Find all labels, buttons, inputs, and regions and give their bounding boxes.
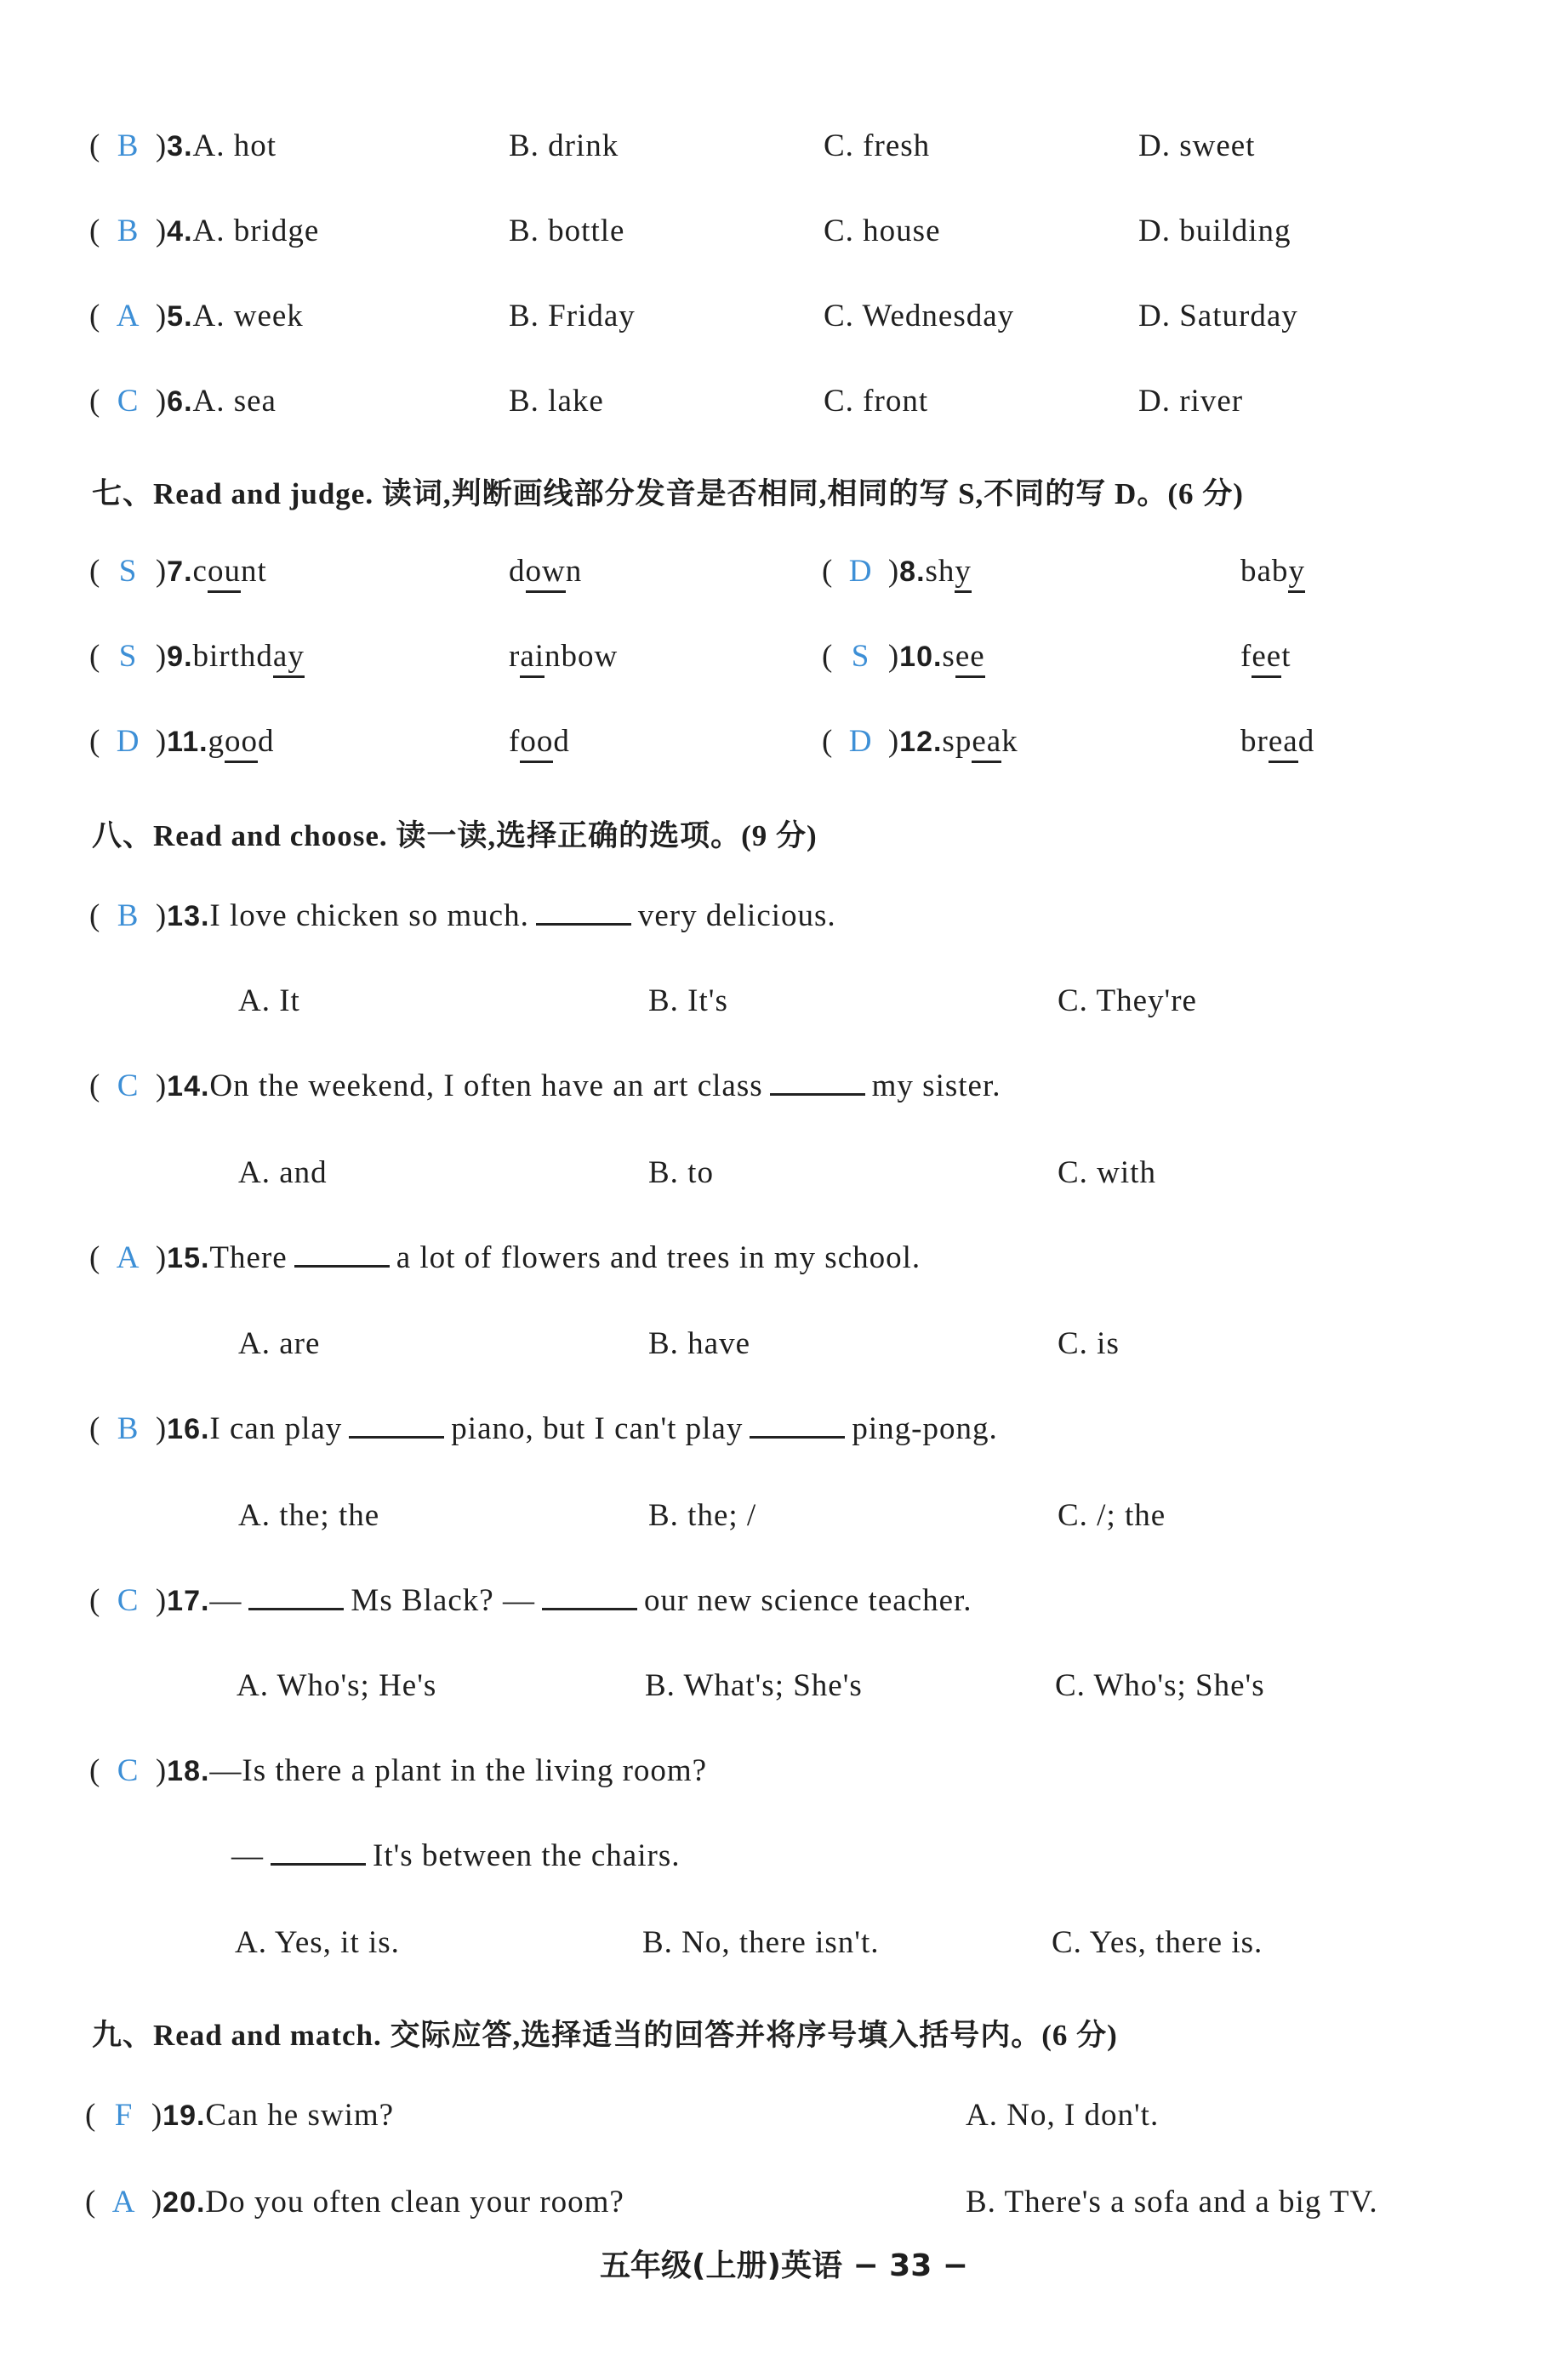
question-text: very delicious. [637,898,836,933]
match-option: A. No, I don't. [966,2098,1160,2133]
answer: S [118,554,138,589]
option-b: B. It's [648,983,728,1018]
section-9-title: 九、Read and match. 交际应答,选择适当的回答并将序号填入括号内。(6 分) [92,2019,1118,2052]
question-row-4: ( B )4.A. bridge B. bottle C. house D. building [89,214,1291,248]
question-text: Can he swim? [205,2098,395,2133]
question-text: Ms Black? — [351,1583,535,1618]
question-number: 8. [899,556,926,588]
option-c: C. front [824,384,929,419]
answer: A [116,299,140,333]
compare-word: baby [1240,553,1305,590]
compare-word: food [509,723,570,760]
option-a: A. week [192,299,304,333]
question-number: 11. [167,726,208,758]
question-text: my sister. [871,1068,1001,1103]
answer-blank [542,1582,637,1610]
question-row-6: ( C )6.A. sea B. lake C. front D. river [89,384,1244,419]
option-c: C. Yes, there is. [1052,1925,1263,1960]
question-number: 12. [899,726,943,758]
option-a: A. hot [192,128,277,163]
compare-word: down [509,553,582,590]
question-number: 19. [163,2100,206,2132]
option-b: B. have [648,1326,751,1361]
answer: C [117,1068,140,1103]
word: shy [926,554,972,593]
answer: B [117,214,140,248]
options-18 [0,1924,1568,1984]
option-c: C. is [1058,1326,1120,1361]
option-b: B. to [648,1155,714,1190]
option-c: C. /; the [1058,1498,1166,1533]
answer: D [848,724,873,759]
word: speak [942,724,1018,763]
question-number: 6. [167,385,193,418]
option-a: A. the; the [238,1498,380,1533]
question-text: a lot of flowers and trees in my school. [396,1240,921,1275]
option-a: A. are [238,1326,321,1361]
question-row-5: ( A )5.A. week B. Friday C. Wednesday D. Saturday [89,299,1298,333]
section-8-title: 八、Read and choose. 读一读,选择正确的选项。(9 分) [92,819,818,852]
question-18-response [0,1838,1568,1897]
answer: C [117,1583,140,1618]
answer: A [111,2185,136,2219]
option-b: B. drink [509,128,619,163]
question-text: I love chicken so much. [209,898,529,933]
option-a: A. Who's; He's [237,1668,437,1703]
question-number: 20. [163,2186,206,2219]
question-16: ( B )16.I can play piano, but I can't play ping-pong. [89,1411,998,1446]
word: good [208,724,275,763]
word: count [193,554,267,593]
option-d: D. building [1138,214,1291,248]
question-text: Do you often clean your room? [205,2185,624,2219]
option-c: C. Wednesday [824,299,1015,333]
option-b: B. What's; She's [645,1668,863,1703]
question-15: ( A )15.There a lot of flowers and trees in my school. [89,1240,921,1275]
answer: S [118,639,138,674]
answer: S [851,639,870,674]
answer-blank [536,897,631,926]
answer-blank [770,1068,865,1096]
options-15 [0,1325,1568,1385]
option-b: B. lake [509,384,604,419]
question-number: 9. [167,641,193,673]
word: see [942,639,984,678]
judge-row-7-8: ( S )7.count down ( D )8.shy baby [0,553,1568,613]
option-c: C. Who's; She's [1055,1668,1265,1703]
question-text: ping-pong. [852,1411,998,1446]
answer-blank [271,1838,366,1866]
question-number: 15. [167,1242,210,1274]
match-row-20: ( A )20.Do you often clean your room? B. There's a sofa and a big TV. [85,2185,1378,2219]
answer-blank [349,1410,444,1439]
answer: F [114,2098,134,2133]
question-text: On the weekend, I often have an art class [209,1068,763,1103]
question-number: 7. [167,556,193,588]
answer-blank [248,1582,344,1610]
option-c: C. with [1058,1155,1156,1190]
question-number: 16. [167,1413,210,1445]
option-b: B. bottle [509,214,625,248]
question-text: —Is there a plant in the living room? [209,1753,708,1788]
judge-row-11-12: ( D )11.good food ( D )12.speak bread [0,723,1568,783]
judge-row-9-10: ( S )9.birthday rainbow ( S )10.see feet [0,638,1568,698]
question-number: 18. [167,1755,210,1787]
answer: C [117,384,140,419]
option-d: D. sweet [1138,128,1256,163]
option-a: A. It [238,983,300,1018]
answer: A [116,1240,140,1275]
question-number: 5. [167,300,193,333]
answer: D [848,554,873,589]
option-d: D. Saturday [1138,299,1298,333]
option-a: A. Yes, it is. [235,1925,400,1960]
answer: D [116,724,140,759]
question-13: ( B )13.I love chicken so much. very delicious. [89,898,836,933]
option-a: A. bridge [192,214,320,248]
page-footer: 五年级(上册)英语 − 33 − [600,2248,968,2283]
option-d: D. river [1138,384,1244,419]
question-number: 3. [167,130,193,162]
match-option: B. There's a sofa and a big TV. [966,2185,1378,2219]
question-number: 17. [167,1585,210,1617]
answer: B [117,898,140,933]
option-a: A. and [238,1155,328,1190]
answer: B [117,128,140,163]
option-c: C. house [824,214,941,248]
options-17 [0,1667,1568,1727]
option-b: B. the; / [648,1498,757,1533]
question-number: 14. [167,1070,210,1103]
option-a: A. sea [192,384,277,419]
dash: — [231,1838,264,1873]
option-c: C. fresh [824,128,931,163]
compare-word: rainbow [509,638,618,675]
option-b: B. No, there isn't. [642,1925,880,1960]
question-text: It's between the chairs. [373,1838,681,1873]
options-13 [0,983,1568,1042]
compare-word: bread [1240,723,1314,760]
options-16 [0,1497,1568,1557]
question-row-3: ( B )3.A. hot B. drink C. fresh D. sweet [89,128,1256,163]
section-7-title: 七、Read and judge. 读词,判断画线部分发音是否相同,相同的写 S,不同的写 D。(6 分) [92,477,1244,510]
option-c: C. They're [1058,983,1197,1018]
answer: B [117,1411,140,1446]
match-row-19: ( F )19.Can he swim? A. No, I don't. [85,2098,1160,2133]
option-b: B. Friday [509,299,636,333]
question-number: 13. [167,900,210,932]
answer-blank [294,1239,390,1268]
answer-blank [750,1410,845,1439]
compare-word: feet [1240,638,1291,675]
question-text: our new science teacher. [643,1583,972,1618]
question-number: 4. [167,215,193,248]
answer: C [117,1753,140,1788]
question-number: 10. [899,641,943,673]
options-14 [0,1154,1568,1214]
question-text: There [209,1240,288,1275]
question-text: I can play [209,1411,343,1446]
word: birthday [193,639,305,678]
question-18: ( C )18.—Is there a plant in the living room? [89,1753,708,1788]
question-17: ( C )17.— Ms Black? — our new science teacher. [89,1583,972,1618]
question-text: — [209,1583,242,1618]
question-text: piano, but I can't play [451,1411,744,1446]
question-14: ( C )14.On the weekend, I often have an art class my sister. [89,1068,1001,1103]
